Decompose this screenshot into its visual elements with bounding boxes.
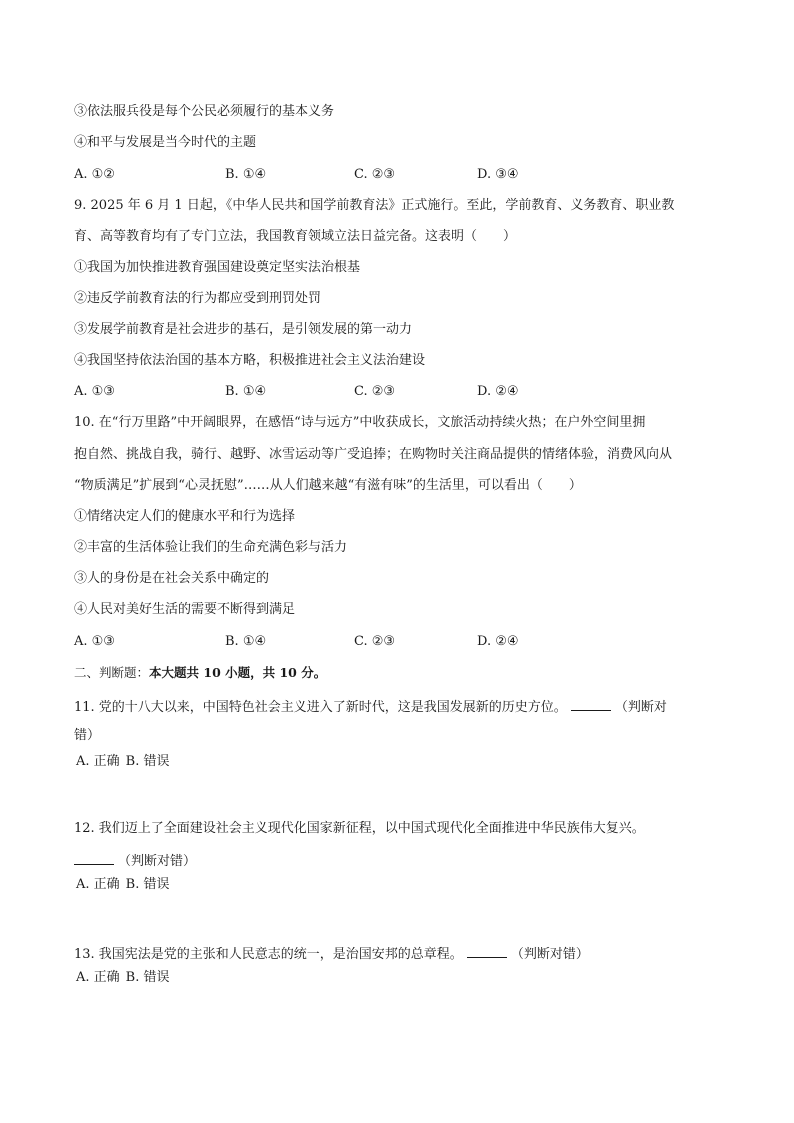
q9-option-a[interactable]: A. ①③ — [74, 384, 115, 399]
q11-answer-blank[interactable] — [571, 697, 611, 711]
q10-item-3: ③人的身份是在社会关系中确定的 — [74, 571, 270, 586]
q10-options — [74, 633, 634, 651]
q10-option-b[interactable]: B. ①④ — [225, 634, 267, 649]
q11-instruction: （判断对 — [614, 700, 667, 715]
q9-option-d[interactable]: D. ②④ — [477, 384, 519, 399]
section-2-description: 本大题共 10 小题，共 10 分。 — [149, 665, 327, 680]
q9-item-4: ④我国坚持依法治国的基本方略，积极推进社会主义法治建设 — [74, 353, 426, 368]
q12-options — [76, 876, 175, 894]
q8-option-c[interactable]: C. ②③ — [354, 167, 396, 182]
q12-answer-blank[interactable] — [74, 851, 114, 865]
q12-instruction: （判断对错） — [118, 854, 197, 869]
q10-option-d[interactable]: D. ②④ — [477, 634, 519, 649]
q12-option-correct[interactable]: A. 正确 — [76, 877, 120, 892]
q9-options — [74, 383, 634, 401]
q11-stem-line-1 — [74, 697, 667, 717]
q13-option-correct[interactable]: A. 正确 — [76, 970, 120, 985]
q8-option-b[interactable]: B. ①④ — [225, 167, 267, 182]
q8-option-a[interactable]: A. ①② — [74, 167, 115, 182]
q9-stem-line-2: 育、高等教育均有了专门立法，我国教育领域立法日益完备。这表明（ ） — [74, 229, 517, 244]
q10-item-2: ②丰富的生活体验让我们的生命充满色彩与活力 — [74, 540, 348, 555]
q11-options — [76, 753, 175, 771]
section-2-heading — [74, 664, 326, 682]
q13-options — [76, 969, 175, 987]
q12-stem-line-1: 12. 我们迈上了全面建设社会主义现代化国家新征程，以中国式现代化全面推进中华民族伟大复兴。 — [74, 821, 645, 836]
q9-item-1: ①我国为加快推进教育强国建设奠定坚实法治根基 — [74, 260, 361, 275]
q8-item-3: ③依法服兵役是每个公民必须履行的基本义务 — [74, 104, 335, 119]
q10-option-c[interactable]: C. ②③ — [354, 634, 396, 649]
q9-item-2: ②违反学前教育法的行为都应受到刑罚处罚 — [74, 291, 322, 306]
q10-item-1: ①情绪决定人们的健康水平和行为选择 — [74, 509, 296, 524]
q9-item-3: ③发展学前教育是社会进步的基石，是引领发展的第一动力 — [74, 322, 413, 337]
q13-stem-line-1 — [74, 944, 589, 964]
q10-stem-line-3: “物质满足”扩展到“心灵抚慰”……从人们越来越“有滋有味”的生活里，可以看出（ ） — [74, 478, 582, 493]
q13-answer-blank[interactable] — [467, 944, 507, 958]
q13-instruction: （判断对错） — [510, 947, 589, 962]
q11-stem: 11. 党的十八大以来，中国特色社会主义进入了新时代，这是我国发展新的历史方位。 — [74, 700, 567, 715]
q10-option-a[interactable]: A. ①③ — [74, 634, 115, 649]
q12-stem-line-2 — [74, 851, 196, 871]
q10-item-4: ④人民对美好生活的需要不断得到满足 — [74, 602, 296, 617]
q8-option-d[interactable]: D. ③④ — [477, 167, 519, 182]
q8-item-4: ④和平与发展是当今时代的主题 — [74, 135, 257, 150]
section-2-prefix: 二、判断题： — [74, 665, 150, 680]
q11-option-correct[interactable]: A. 正确 — [76, 754, 120, 769]
q11-option-wrong[interactable]: B. 错误 — [125, 754, 170, 769]
q9-stem-line-1: 9. 2025 年 6 月 1 日起，《中华人民共和国学前教育法》正式施行。至此，学前教育、义务教育、职业教 — [74, 198, 675, 213]
q8-options — [74, 166, 634, 184]
q13-stem: 13. 我国宪法是党的主张和人民意志的统一，是治国安邦的总章程。 — [74, 947, 463, 962]
q11-stem-line-2: 错） — [74, 728, 101, 743]
q10-stem-line-2: 抱自然、挑战自我，骑行、越野、冰雪运动等广受追捧；在购物时关注商品提供的情绪体验，消费风向从 — [74, 447, 673, 462]
q12-option-wrong[interactable]: B. 错误 — [125, 877, 170, 892]
q13-option-wrong[interactable]: B. 错误 — [125, 970, 170, 985]
q9-option-b[interactable]: B. ①④ — [225, 384, 267, 399]
q9-option-c[interactable]: C. ②③ — [354, 384, 396, 399]
q10-stem-line-1: 10. 在“行万里路”中开阔眼界，在感悟“诗与远方”中收获成长，文旅活动持续火热；在户外空间里拥 — [74, 415, 646, 430]
